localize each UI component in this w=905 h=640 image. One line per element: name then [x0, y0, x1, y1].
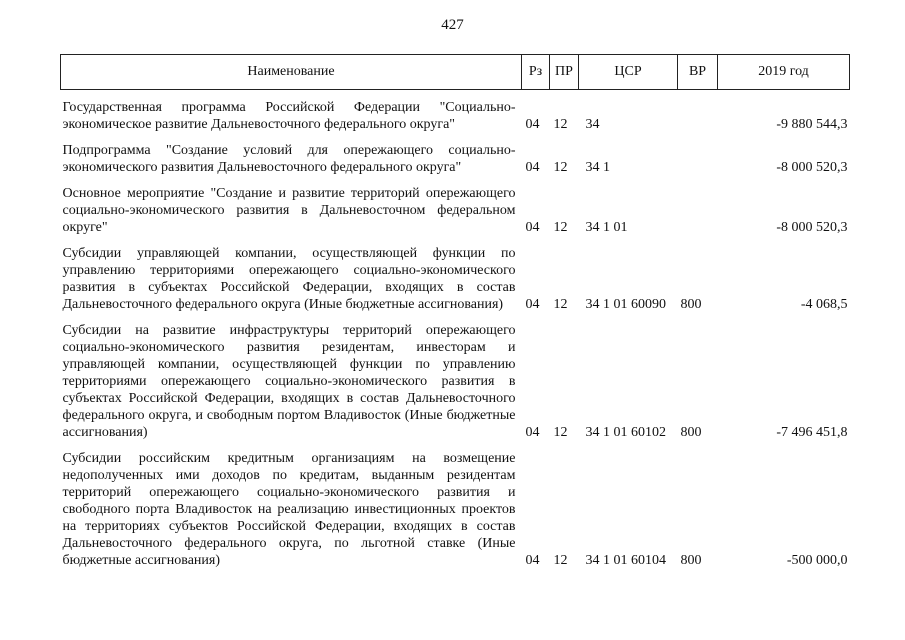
row-name: Субсидии управляющей компании, осуществляющей функции по управлению территориями опережающего социально-экономического развития в субъектах Российской Федерации, входящих в состав Дальневосточного федерального округа (Иные бюджетные ассигнования) — [62, 246, 516, 312]
row-vr — [678, 185, 718, 236]
row-csr: 34 1 — [585, 160, 610, 175]
table-row — [61, 99, 850, 133]
row-vr: 800 — [680, 553, 702, 568]
header-rz: Рз — [522, 55, 550, 90]
row-amount: -4 068,5 — [800, 297, 848, 312]
table-header — [61, 55, 850, 90]
row-vr: 800 — [680, 297, 702, 312]
row-pr: 12 — [553, 160, 568, 175]
row-rz: 04 — [525, 160, 540, 175]
row-amount: -7 496 451,8 — [776, 425, 848, 440]
row-rz: 04 — [525, 220, 540, 235]
row-vr: 800 — [680, 425, 702, 440]
row-amount: -8 000 520,3 — [776, 160, 848, 175]
table-body — [61, 90, 850, 570]
row-name: Субсидии российским кредитным организациям на возмещение недополученных ими доходов по кредитам, выданным резидентам территорий опережающего социально-экономического развития и свободного порта Владивосток на реализацию инвестиционных проектов на территориях субъектов Российской Федерации, входящих в состав Дальневосточного федерального округа, по льготной ставке (Иные бюджетные ассигнования) — [62, 451, 516, 568]
row-name: Государственная программа Российской Федерации "Социально-экономическое развитие Дальневосточного федерального округа" — [62, 100, 516, 132]
budget-table — [60, 54, 850, 569]
row-pr: 12 — [553, 425, 568, 440]
row-csr: 34 1 01 60102 — [585, 425, 666, 440]
row-amount: -500 000,0 — [786, 553, 848, 568]
row-pr: 12 — [553, 117, 568, 132]
table-row — [61, 185, 850, 236]
row-amount: -9 880 544,3 — [776, 117, 848, 132]
row-csr: 34 1 01 — [585, 220, 628, 235]
table-row — [61, 245, 850, 313]
table-row — [61, 450, 850, 569]
row-amount: -8 000 520,3 — [776, 220, 848, 235]
row-name: Подпрограмма "Создание условий для опережающего социально-экономического развития Дальневосточного федерального округа" — [62, 143, 516, 175]
row-name: Субсидии на развитие инфраструктуры территорий опережающего социально-экономического развития резидентам, инвесторам и управляющей компании, осуществляющей функции по управлению территориями опережающего социально-экономического развития в субъектах Российской Федерации, входящих в состав Дальневосточного федерального округа, и свободным портом Владивосток (Иные бюджетные ассигнования) — [62, 323, 516, 440]
header-vr: ВР — [678, 55, 718, 90]
row-rz: 04 — [525, 425, 540, 440]
table-row — [61, 322, 850, 441]
row-pr: 12 — [553, 553, 568, 568]
row-csr: 34 — [585, 117, 600, 132]
row-vr — [678, 142, 718, 176]
row-rz: 04 — [525, 553, 540, 568]
row-vr — [678, 99, 718, 133]
row-csr: 34 1 01 60104 — [585, 553, 666, 568]
row-csr: 34 1 01 60090 — [585, 297, 666, 312]
row-rz: 04 — [525, 117, 540, 132]
table-row — [61, 142, 850, 176]
header-pr: ПР — [550, 55, 579, 90]
row-rz: 04 — [525, 297, 540, 312]
row-pr: 12 — [553, 297, 568, 312]
header-name: Наименование — [61, 55, 522, 90]
header-year: 2019 год — [718, 55, 850, 90]
row-pr: 12 — [553, 220, 568, 235]
page-number: 427 — [441, 17, 464, 33]
header-csr: ЦСР — [579, 55, 678, 90]
row-name: Основное мероприятие "Создание и развитие территорий опережающего социально-экономического развития в Дальневосточном федеральном округе" — [62, 186, 516, 235]
